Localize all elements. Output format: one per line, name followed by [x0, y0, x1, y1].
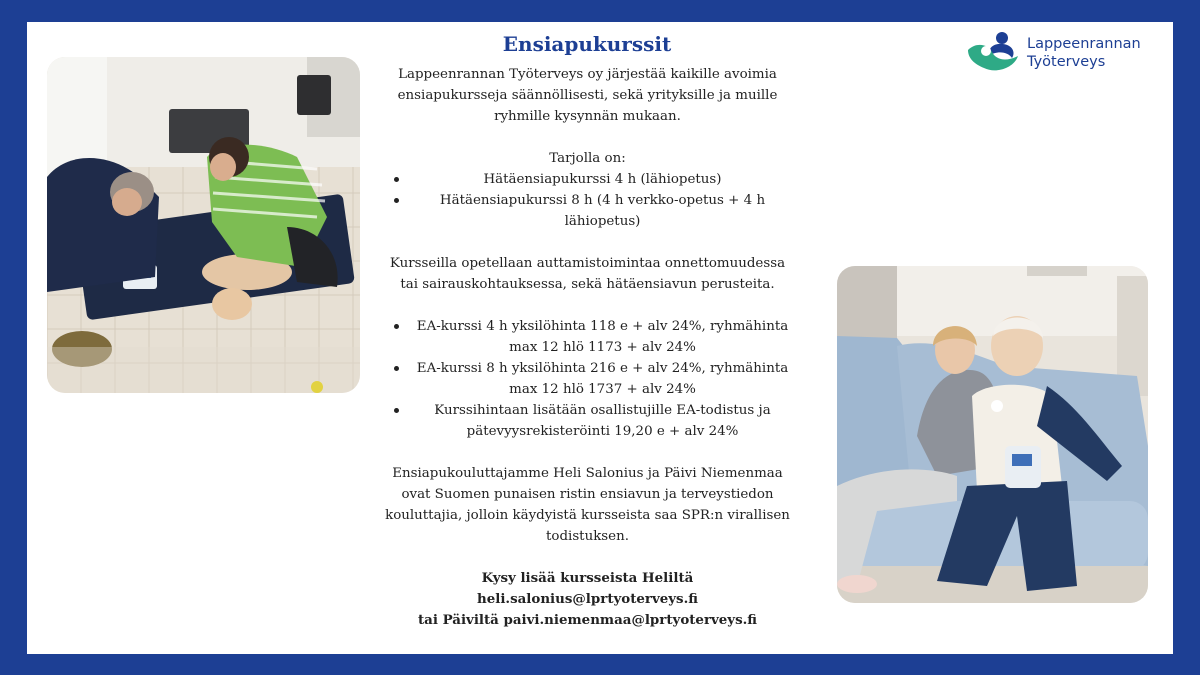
offer-list: [380, 169, 795, 232]
offer-heading: Tarjolla on:: [549, 151, 626, 166]
price-list: [380, 316, 795, 442]
offer-item: Hätäensiapukurssi 4 h (lähiopetus): [380, 169, 795, 190]
company-logo: [966, 30, 1166, 74]
page-title: Ensiapukurssit: [502, 32, 672, 56]
logo-line-1: Lappeenrannan: [1027, 36, 1141, 52]
main-text: [380, 64, 795, 631]
cpr-training-photo: [47, 57, 360, 393]
logo-line-2: Työterveys: [1027, 54, 1106, 70]
trainers-paragraph: Ensiapukouluttajamme Heli Salonius ja Päivi Niemenmaa ovat Suomen punaisen ristin ensiavun ja terveystiedon kouluttajia, jolloin käydyistä kursseista saa SPR:n virallisen todistuksen.: [385, 466, 790, 544]
offer-item: Hätäensiapukurssi 8 h (4 h verkko-opetus + 4 h lähiopetus): [380, 190, 795, 232]
contact-email-heli: heli.salonius@lprtyoterveys.fi: [477, 591, 698, 607]
intro-paragraph: Lappeenrannan Työterveys oy järjestää kaikille avoimia ensiapukursseja säännöllisesti, sekä yrityksille ja muille ryhmille kysynnän mukaan.: [397, 67, 778, 124]
price-item: EA-kurssi 8 h yksilöhinta 216 e + alv 24%, ryhmähinta max 12 hlö 1737 + alv 24%: [380, 358, 795, 400]
price-item: EA-kurssi 4 h yksilöhinta 118 e + alv 24%, ryhmähinta max 12 hlö 1173 + alv 24%: [380, 316, 795, 358]
price-item: Kurssihintaan lisätään osallistujille EA-todistus ja pätevyysrekisteröinti 19,20 e + alv 24%: [380, 400, 795, 442]
contact-line-1: Kysy lisää kursseista Heliltä: [481, 570, 694, 586]
people-heart-logo-icon: [966, 30, 1022, 72]
contact-email-paivi: tai Päiviltä paivi.niemenmaa@lprtyoterveys.fi: [417, 612, 758, 628]
mannequin-photo: [837, 266, 1148, 603]
topics-paragraph: Kursseilla opetellaan auttamistoimintaa onnettomuudessa tai sairauskohtauksessa, sekä hätäensiavun perusteita.: [389, 256, 786, 292]
